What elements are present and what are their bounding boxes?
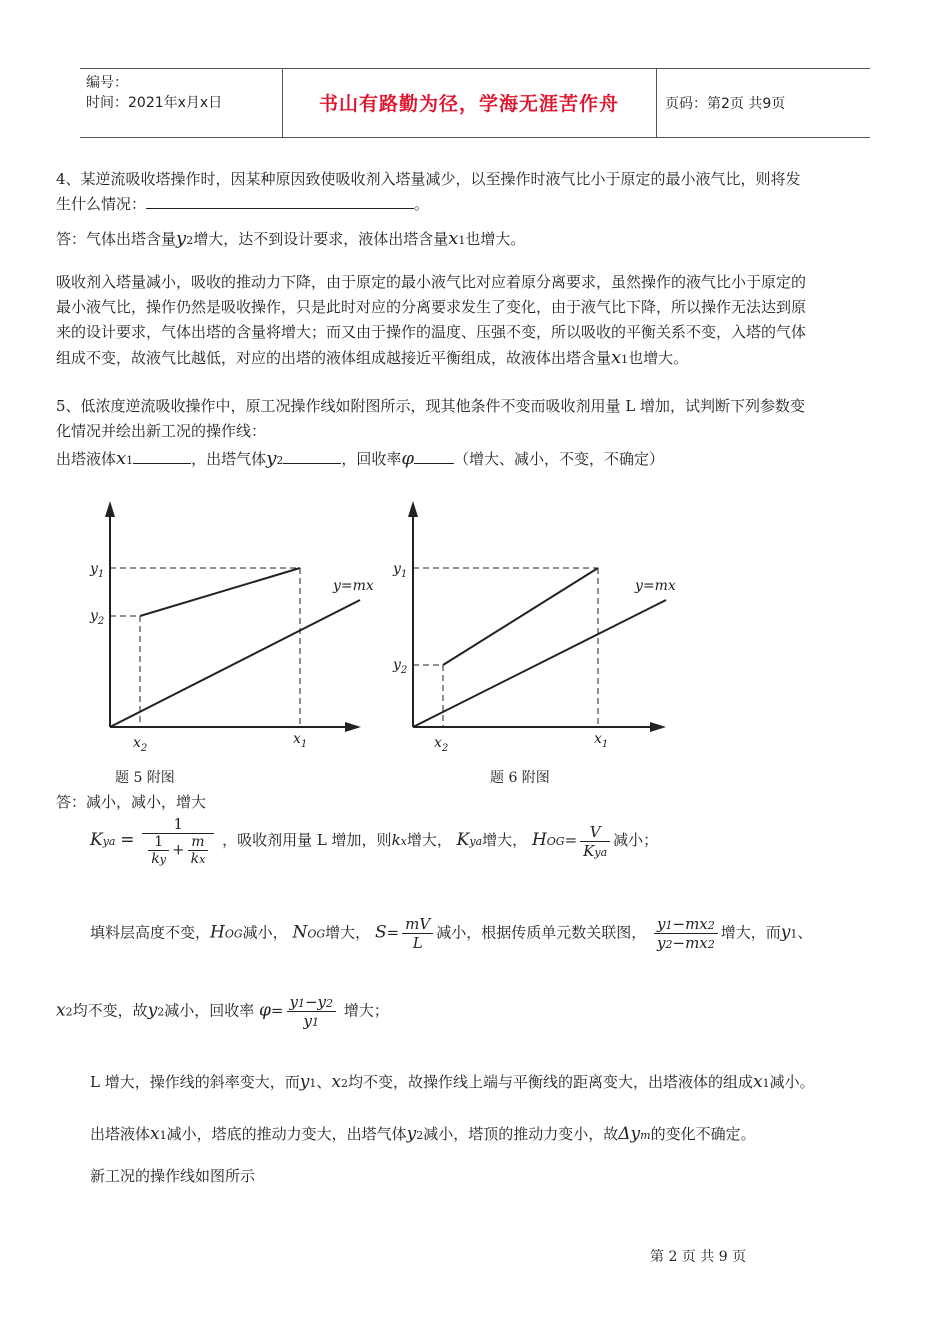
header-meta xyxy=(86,73,222,113)
fig5-caption: 题 5 附图 xyxy=(115,770,175,786)
figure-5 xyxy=(90,495,374,755)
label-x2: $x_2$ xyxy=(133,735,148,754)
figure-6 xyxy=(393,495,683,755)
equilibrium-line xyxy=(110,600,360,727)
operating-line xyxy=(443,568,598,665)
q4-explanation: 吸收剂入塔量减小，吸收的推动力下降，由于原定的最小液气比对应着原分离要求，虽然操作的液气比小于原定的 最小液气比，操作仍然是吸收操作，只是此时对应的分离要求发生了变化，由于液气比下降，所以操作无法达到原 来的设计要求，气体出塔的含量将增大；而又由于操作的温度、压强不变，所以吸收的平衡关系不变，入塔的气体 组成不变，故液气比越低，对应的出塔的液体组成越接近平衡组成，故液体出塔含量x1也增大。 xyxy=(56,273,807,368)
svg-text:y2: $y_2$ xyxy=(393,657,408,676)
label-y2: $y_2$ xyxy=(90,608,105,627)
q4-line1: 4、某逆流吸收塔操作时，因某种原因致使吸收剂入塔量减少，以至操作时液气比小于原定的最小液气比，则将发 xyxy=(56,170,801,188)
q4-question xyxy=(56,167,896,217)
formula-line-2: 填料层高度不变，HOG减小， NOG增大， S= $\frac{mV}{L}$ 减小，根据传质单元数关联图， $\frac{y1-mx2}{y2-mx2}$ 增大，而y1、 xyxy=(90,915,813,952)
text-line-5: 出塔液体x1减小，塔底的推动力变大，出塔气体y2减小，塔顶的推动力变小，故Δym的变化不确定。 xyxy=(90,1124,756,1144)
header-divider xyxy=(656,69,657,137)
page-label: 页码：第2页 共9页 xyxy=(665,96,786,112)
svg-text:y=mx: y=mx xyxy=(635,578,676,594)
label-eq: y=mx xyxy=(333,578,374,594)
q4-line2: 生什么情况： 。 xyxy=(56,195,430,213)
page-footer: 第 2 页 共 9 页 xyxy=(650,1249,747,1265)
q4-answer: 答：气体出塔含量y2增大，达不到设计要求，液体出塔含量x1也增大。 xyxy=(56,228,526,249)
document-header xyxy=(80,68,870,138)
label-y1: $y_1$ xyxy=(90,561,105,580)
answer-blank xyxy=(146,194,414,209)
formula-line-3: x2均不变，故y2减小，回收率 φ= $\frac{y1-y2}{y1}$ 增大； xyxy=(56,993,389,1030)
date-label: 时间：2021年x月x日 xyxy=(86,95,223,111)
fig6-caption: 题 6 附图 xyxy=(490,770,550,786)
code-label: 编号： xyxy=(86,75,128,91)
motto: 书山有路勤为径，学海无涯苦作舟 xyxy=(318,93,619,115)
q5-question: 5、低浓度逆流吸收操作中，原工况操作线如附图所示，现其他条件不变而吸收剂用量 L 增加，试判断下列参数变 化情况并绘出新工况的操作线： 出塔液体x1 ，出塔气体y2 ，回收率φ （增大、减小，不变，不确定） xyxy=(56,397,806,469)
formula-line-1: Kya = 1 $\frac{1}{ky}$ + $\frac{m}{kx}$ ，吸收剂用量 L 增加，则kx增大， Kya增大， HOG= $\frac{V}{\text{Kya}}$ 减小； xyxy=(90,815,659,867)
svg-text:x1: $x_1$ xyxy=(594,731,609,750)
operating-line xyxy=(140,568,300,616)
svg-text:y1: $y_1$ xyxy=(393,561,408,580)
equilibrium-line xyxy=(413,600,666,727)
q5-answer: 答：减小，减小，增大 xyxy=(56,793,207,811)
text-line-4: L 增大，操作线的斜率变大，而y1、x2均不变，故操作线上端与平衡线的距离变大，出塔液体的组成x1减小。 xyxy=(90,1072,815,1092)
svg-text:x2: $x_2$ xyxy=(434,735,449,754)
label-x1: $x_1$ xyxy=(293,731,308,750)
text-line-6: 新工况的操作线如图所示 xyxy=(90,1167,256,1185)
